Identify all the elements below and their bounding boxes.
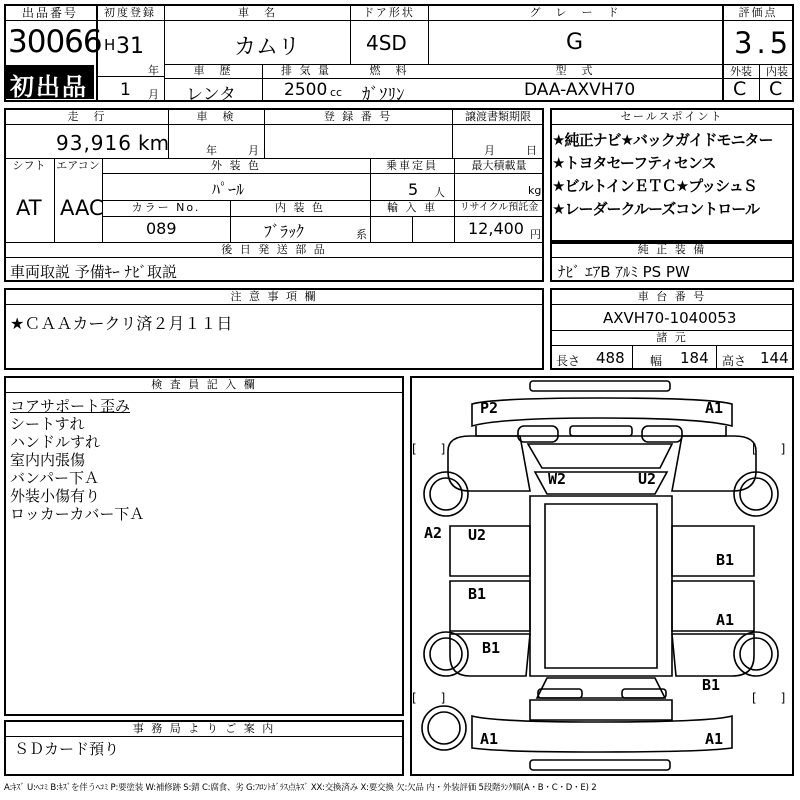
car-name: カムリ bbox=[234, 35, 301, 60]
recycle-unit: 円 bbox=[530, 228, 541, 241]
color-no: 089 bbox=[146, 219, 177, 238]
lot-no-label: 出品番号 bbox=[21, 6, 78, 20]
later-parts-text: 車両取説 予備ｷｰ ﾅﾋﾞ取説 bbox=[10, 263, 178, 281]
damage-a1-bottom-right: A1 bbox=[705, 730, 724, 748]
inspector-line-1: コアサポート歪み bbox=[10, 397, 131, 415]
lot-no: 30066 bbox=[8, 24, 102, 60]
interior-color-label: 内 装 色 bbox=[275, 201, 325, 214]
reg-no-label: 登 録 番 号 bbox=[323, 110, 393, 123]
model-label: 型 式 bbox=[555, 64, 595, 77]
damage-a1-top: A1 bbox=[705, 399, 724, 417]
height-label: 高さ bbox=[722, 354, 747, 368]
transfer-month-unit: 月 bbox=[484, 144, 495, 157]
grade-label: グ レ ー ド bbox=[529, 6, 621, 19]
reg-year: 31 bbox=[116, 34, 144, 59]
capacity: 5 bbox=[408, 180, 419, 199]
damage-b1-left: B1 bbox=[468, 585, 487, 603]
ac-label: エアコン bbox=[56, 159, 100, 172]
damage-a1-bottom-left: A1 bbox=[480, 730, 499, 748]
door-type: 4SD bbox=[366, 31, 407, 55]
damage-w2: W2 bbox=[548, 470, 567, 488]
dims-label: 諸 元 bbox=[656, 331, 688, 344]
damage-b1-bottom-right: B1 bbox=[702, 676, 721, 694]
sales-point-1: ★純正ナビ★バックガイドモニター bbox=[552, 131, 773, 149]
transfer-label: 譲渡書類期限 bbox=[465, 110, 531, 123]
recycle: 12,400 bbox=[468, 219, 524, 238]
office-label: 事 務 局 よ り ご 案 内 bbox=[132, 722, 276, 735]
sales-point-4: ★レーダークルーズコントロール bbox=[552, 200, 759, 218]
fuel-label: 燃 料 bbox=[369, 64, 409, 77]
year-unit: 年 bbox=[148, 64, 159, 77]
equipment-label: 純 正 装 備 bbox=[637, 243, 707, 256]
office-text: ＳＤカード預り bbox=[14, 740, 120, 758]
length-label: 長さ bbox=[556, 354, 581, 368]
inspection-label: 車 検 bbox=[196, 110, 236, 123]
shift: AT bbox=[16, 196, 42, 220]
bracket-right-bottom: [ ] bbox=[752, 691, 786, 705]
chassis-label: 車 台 番 号 bbox=[637, 290, 707, 303]
interior-label: 内装 bbox=[766, 65, 788, 78]
capacity-unit: 人 bbox=[434, 186, 445, 199]
load-label: 最大積載量 bbox=[471, 159, 527, 172]
displacement-label: 排 気 量 bbox=[281, 64, 331, 77]
color-no-label: カラー No. bbox=[131, 201, 201, 214]
era: H bbox=[104, 36, 116, 54]
reg-month: 1 bbox=[120, 80, 131, 100]
mileage: 93,916 bbox=[56, 131, 132, 155]
car-name-label: 車 名 bbox=[238, 6, 277, 19]
damage-a1-right: A1 bbox=[716, 611, 735, 629]
sales-points-label: セールスポイント bbox=[620, 110, 724, 123]
score-label: 評価点 bbox=[738, 6, 778, 19]
exterior-color: ﾊﾟｰﾙ bbox=[212, 180, 245, 199]
fuel: ｶﾞｿﾘﾝ bbox=[362, 85, 405, 105]
bracket-left-top: [ ] bbox=[412, 442, 446, 456]
legend: A:ｷｽﾞ U:ﾍｺﾐ B:ｷｽﾞを伴うﾍｺﾐ P:要塗装 W:補修跡 S:錆 C:腐食、劣 G:ﾌﾛﾝﾄｶﾞﾗｽ点ｷｽﾞ XX:交換済み X:要交換 欠:欠品 内・外装評価 5段階ﾗﾝｸ順(A・B・C・D・E) 2 bbox=[4, 783, 597, 793]
inspection-month-unit: 月 bbox=[248, 144, 259, 157]
chassis-no: AXVH70-1040053 bbox=[603, 309, 737, 327]
interior-grade: C bbox=[769, 78, 783, 100]
width: 184 bbox=[680, 349, 709, 367]
bracket-left-bottom: [ ] bbox=[412, 691, 446, 705]
inspector-line-5: バンパー下Ａ bbox=[10, 469, 99, 487]
damage-b1-bottom-left: B1 bbox=[482, 639, 501, 657]
damage-u2-top: U2 bbox=[638, 470, 657, 488]
width-label: 幅 bbox=[650, 354, 663, 368]
exterior-label: 外装 bbox=[730, 65, 752, 78]
car-diagram bbox=[410, 376, 794, 776]
mileage-unit: km bbox=[138, 131, 170, 155]
capacity-label: 乗車定員 bbox=[386, 159, 438, 172]
inspector-line-4: 室内内張傷 bbox=[10, 451, 86, 469]
grade: G bbox=[566, 30, 584, 55]
mileage-label: 走 行 bbox=[67, 110, 107, 123]
displacement: 2500 bbox=[284, 80, 328, 100]
notes-text: ★ＣＡＡカークリ済２月１１日 bbox=[10, 314, 233, 333]
first-reg-label: 初度登録 bbox=[104, 6, 156, 19]
color-label: 外 装 色 bbox=[211, 159, 261, 172]
inspector-line-7: ロッカーカバー下Ａ bbox=[10, 505, 145, 523]
inspector-line-2: シートすれ bbox=[10, 415, 85, 433]
sales-point-3: ★ビルトインＥＴＣ★プッシュＳ bbox=[552, 177, 757, 195]
sales-point-2: ★トヨタセーフティセンス bbox=[552, 154, 716, 172]
door-label: ドア形状 bbox=[363, 6, 415, 19]
inspection-year-unit: 年 bbox=[206, 144, 217, 157]
displacement-unit: cc bbox=[330, 86, 343, 99]
damage-u2-left: U2 bbox=[468, 526, 487, 544]
length: 488 bbox=[596, 349, 625, 367]
ac: AAC bbox=[60, 196, 104, 220]
exterior-grade: C bbox=[733, 78, 747, 100]
inspector-label: 検 査 員 記 入 欄 bbox=[151, 378, 257, 391]
history-label: 車 歴 bbox=[193, 64, 233, 77]
first-listing-text: 初出品 bbox=[10, 73, 88, 101]
equipment-text: ﾅﾋﾞ ｴｱB ｱﾙﾐ PS PW bbox=[558, 263, 690, 281]
interior-color: ﾌﾞﾗｯｸ bbox=[264, 222, 305, 241]
inspector-line-3: ハンドルすれ bbox=[10, 433, 101, 451]
height: 144 bbox=[760, 349, 789, 367]
damage-b1-right: B1 bbox=[716, 551, 735, 569]
interior-color-suffix: 系 bbox=[356, 228, 367, 241]
inspector-line-6: 外装小傷有り bbox=[10, 487, 101, 505]
damage-a2: A2 bbox=[424, 524, 443, 542]
shift-label: シフト bbox=[12, 159, 46, 172]
transfer-day-unit: 日 bbox=[526, 144, 537, 157]
import-label: 輸 入 車 bbox=[387, 201, 437, 214]
damage-p2: P2 bbox=[480, 399, 499, 417]
notes-label: 注 意 事 項 欄 bbox=[230, 290, 318, 303]
load-unit: kg bbox=[528, 184, 542, 197]
score: 3.5 bbox=[734, 26, 793, 60]
recycle-label: リサイクル預託金 bbox=[459, 202, 539, 213]
month-unit: 月 bbox=[148, 88, 159, 101]
model: DAA-AXVH70 bbox=[524, 80, 636, 100]
history: レンタ bbox=[186, 85, 236, 105]
later-parts-label: 後 日 発 送 部 品 bbox=[221, 243, 327, 256]
bracket-right-top: [ ] bbox=[752, 442, 786, 456]
